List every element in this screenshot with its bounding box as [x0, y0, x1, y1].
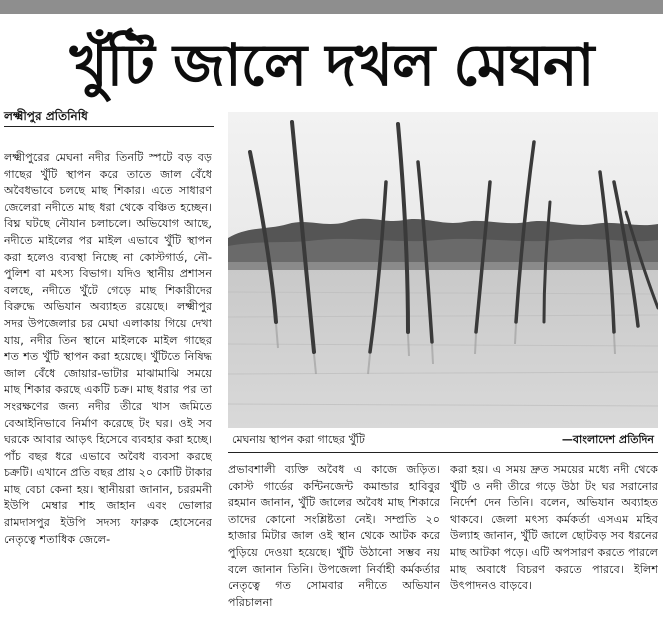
- article-text-right: করা হয়। এ সময় দ্রুত সময়ের মধ্যে নদী থেকে খুঁটি ও নদী তীরে গড়ে উঠা টং ঘর সরানোর নির্দেশ দেন তিনি। বলেন, অভিযান অব্যাহত থাকবে। জেলা মৎস্য কর্মকর্তা এসএম মহিব উল্যাহ জানান, খুঁটি জালে ছোটবড় সব ধরনের মাছ আটকা পড়ে। এটি অপসারণ করতে পারলে মাছ অবাধে বিচরণ করতে পারবে। ইলিশ উৎপাদনও বাড়বে।: [450, 463, 658, 593]
- article-column-left: [4, 150, 212, 626]
- top-rule: [0, 0, 663, 14]
- article-text-middle: প্রভাবশালী ব্যক্তি অবৈধ এ কাজে জড়িত। কোস্ট গার্ডের কন্টিনজেন্ট কমান্ডার হাবিবুর রহমান জানান, খুঁটি জালের অবৈধ মাছ শিকারে তাদের কোনো সংশ্লিষ্টতা নেই। সম্প্রতি ২০ হাজার মিটার জাল ওই স্থান থেকে আটক করে পুড়িয়ে দেওয়া হয়েছে। খুঁটি উঠানো সম্ভব নয় বলে জানান তিনি। উপজেলা নির্বাহী কর্মকর্তার নেতৃত্বে গত সোমবার নদীতে অভিযান পরিচালনা: [228, 463, 440, 609]
- photo-caption-bar: [228, 428, 658, 453]
- article-text-left: লক্ষ্মীপুরের মেঘনা নদীর তিনটি স্পটে বড় বড় গাছের খুঁটি স্থাপন করে তাতে জাল বেঁধে অবৈধভাবে চলছে মাছ শিকার। এতে সাধারণ জেলেরা নদীতে মাছ ধরা থেকে বঞ্চিত হচ্ছেন। বিঘ্ন ঘটছে নৌযান চলাচলে। অভিযোগ আছে, নদীতে মাইলের পর মাইল এভাবে খুঁটি স্থাপন করা হলেও ব্যবস্থা নিচ্ছে না কোস্টগার্ড, নৌ-পুলিশ বা মৎস্য বিভাগ। যদিও স্থানীয় প্রশাসন বলছে, নদীতে খুঁটে গেড়ে মাছ শিকারীদের বিরুদ্ধে অভিযান অব্যাহত রয়েছে। লক্ষ্মীপুর সদর উপজেলার চর মেঘা এলাকায় গিয়ে দেখা যায়, নদীর তিন স্থানে মাইলকে মাইল গাছের শত শত খুঁটি স্থাপন করা হয়েছে। খুঁটিতে নিষিদ্ধ জাল বেঁধে জোয়ার-ভাটার মাঝামাঝি সময়ে মাছ শিকার করছে একটি চক্র। মাছ ধরার পর তা সংরক্ষণের জন্য নদীর তীরে খাস জমিতে বেআইনিভাবে নির্মাণ করেছে টং ঘর। ওই সব ঘরকে আবার আড়ৎ হিসেবে ব্যবহার করা হচ্ছে। পাঁচ বছর ধরে এভাবে অবৈধ ব্যবসা করছে চক্রটি। এখানে প্রতি বছর প্রায় ২০ কোটি টাকার মাছ বেচা কেনা হয়। স্থানীয়রা জানান, চররমনী ইউপি মেম্বার শাহ জাহান এবং ভোলার রামদাসপুর ইউপি সদস্য ফারুক হোসেনের নেতৃত্বে শতাধিক জেলে-: [4, 151, 212, 546]
- article-column-middle: [228, 462, 440, 626]
- news-photo: [228, 112, 658, 428]
- photo-credit: —বাংলাদেশ প্রতিদিন: [561, 433, 654, 446]
- byline: লক্ষ্মীপুর প্রতিনিধি: [4, 106, 214, 127]
- article-column-right: [450, 462, 658, 626]
- river-poles-illustration: [228, 112, 658, 428]
- headline: খুঁটি জালে দখল মেঘনা: [69, 31, 594, 99]
- photo-caption: মেঘনায় স্থাপন করা গাছের খুঁটি: [232, 433, 365, 446]
